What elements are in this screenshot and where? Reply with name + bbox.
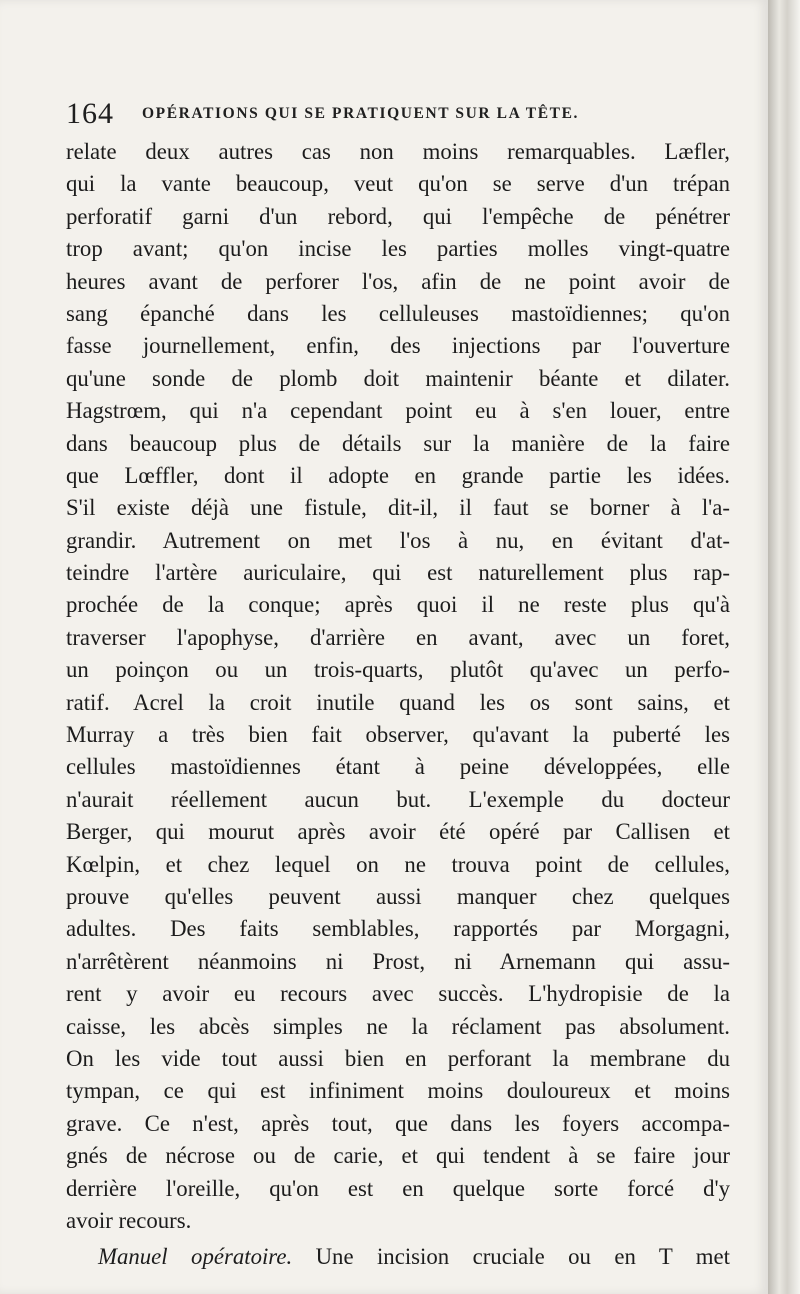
text-line: relate deux autres cas non moins remarquables. Læfler, (66, 139, 730, 164)
text-line: n'arrêtèrent néanmoins ni Prost, ni Arnemann qui assu- (66, 948, 730, 974)
text-line: teindre l'artère auriculaire, qui est naturellement plus rap- (66, 560, 730, 586)
section-lead-italic: Manuel opératoire. (98, 1244, 293, 1270)
text-line: qu'une sonde de plomb doit maintenir béante et dilater. (66, 365, 730, 391)
text-line: prochée de la conque; après quoi il ne reste plus qu'à (66, 592, 730, 618)
text-line: n'aurait réellement aucun but. L'exemple du docteur (66, 786, 730, 812)
text-line: Berger, qui mourut après avoir été opéré par Callisen et (66, 819, 730, 845)
text-line-paragraph-end: avoir recours. (66, 1207, 192, 1233)
page-number: 164 (66, 97, 114, 130)
text-line: un poinçon ou un trois-quarts, plutôt qu'avec un perfo- (66, 657, 730, 683)
text-line: trop avant; qu'on incise les parties molles vingt-quatre (66, 236, 730, 262)
running-head: OPÉRATIONS QUI SE PRATIQUENT SUR LA TÊTE. (142, 105, 579, 122)
page-header (66, 96, 746, 132)
text-line: grandir. Autrement on met l'os à nu, en évitant d'at- (66, 527, 730, 553)
text-line: derrière l'oreille, qu'on est en quelque sorte forcé d'y (66, 1175, 730, 1201)
text-line: Kœlpin, et chez lequel on ne trouva point de cellules, (66, 851, 730, 877)
section-lead-text: Une incision cruciale ou en T met (292, 1244, 730, 1270)
text-line: dans beaucoup plus de détails sur la manière de la faire (66, 430, 730, 456)
text-line: gnés de nécrose ou de carie, et qui tendent à se faire jour (66, 1143, 730, 1169)
text-line: prouve qu'elles peuvent aussi manquer chez quelques (66, 883, 730, 909)
text-line: On les vide tout aussi bien en perforant la membrane du (66, 1045, 730, 1071)
text-line: qui la vante beaucoup, veut qu'on se serve d'un trépan (66, 171, 730, 197)
text-line: perforatif garni d'un rebord, qui l'empêche de pénétrer (66, 203, 730, 229)
text-line: rent y avoir eu recours avec succès. L'hydropisie de la (66, 981, 730, 1007)
text-line: caisse, les abcès simples ne la réclament pas absolument. (66, 1013, 730, 1039)
new-paragraph-line (66, 1241, 730, 1273)
page-edge-shadow (768, 0, 800, 1294)
text-line: Hagstrœm, qui n'a cependant point eu à s'en louer, entre (66, 398, 730, 424)
text-line: adultes. Des faits semblables, rapportés par Morgagni, (66, 916, 730, 942)
body-text (66, 136, 730, 1274)
text-line: ratif. Acrel la croit inutile quand les os sont sains, et (66, 689, 730, 715)
text-line: tympan, ce qui est infiniment moins douloureux et moins (66, 1078, 730, 1104)
text-line: que Lœffler, dont il adopte en grande partie les idées. (66, 462, 730, 488)
text-line: fasse journellement, enfin, des injections par l'ouverture (66, 333, 730, 359)
text-line: S'il existe déjà une fistule, dit-il, il faut se borner à l'a- (66, 495, 730, 521)
text-line: traverser l'apophyse, d'arrière en avant, avec un foret, (66, 624, 730, 650)
text-line: heures avant de perforer l'os, afin de ne point avoir de (66, 268, 730, 294)
text-line: Murray a très bien fait observer, qu'avant la puberté les (66, 722, 730, 748)
text-line: sang épanché dans les celluleuses mastoïdiennes; qu'on (66, 300, 730, 326)
text-line: cellules mastoïdiennes étant à peine développées, elle (66, 754, 730, 780)
text-line: grave. Ce n'est, après tout, que dans les foyers accompa- (66, 1110, 730, 1136)
